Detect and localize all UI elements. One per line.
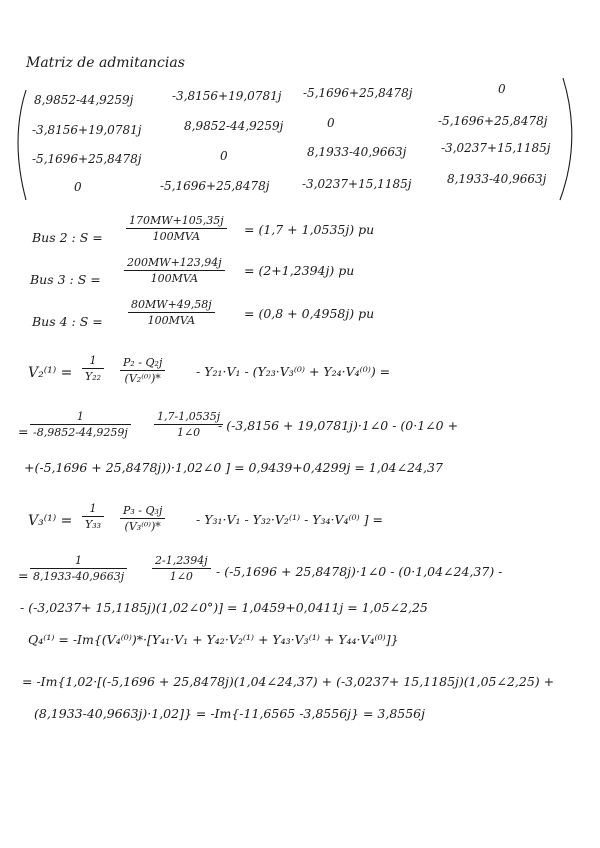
q4-line-2: = -Im{1,02·[(-5,1696 + 25,8478j)(1,04∠24,37) + (-3,0237+ 15,1185j)(1,05∠2,25) +	[22, 674, 555, 689]
matrix-cell-1-4: 0	[498, 82, 506, 96]
bus-2-fraction	[126, 214, 227, 243]
bus-3-result: = (2+1,2394j) pu	[244, 263, 355, 278]
fraction-bar	[154, 424, 223, 425]
v2-sub-power-num: 1,7-1,0535j	[157, 410, 221, 423]
v3-sub-inverse	[30, 554, 127, 583]
fraction-bar	[120, 370, 165, 371]
v2-sub-rest: - (-3,8156 + 19,0781j)·1∠0 - (0·1∠0 +	[218, 418, 459, 433]
bus-2-result: = (1,7 + 1,0535j) pu	[244, 222, 375, 237]
v2-inverse-y22	[82, 354, 104, 383]
v3-sub-power	[152, 554, 211, 583]
v2-sub-eq: =	[18, 424, 29, 439]
bus-3-label: Bus 3 : S =	[30, 272, 101, 287]
bus-2-numerator: 170MW+105,35j	[129, 214, 224, 227]
bus-4-denominator: 100MVA	[147, 314, 196, 327]
matrix-cell-2-1: -3,8156+19,0781j	[32, 123, 142, 137]
fraction-bar	[124, 270, 225, 271]
matrix-cell-1-1: 8,9852-44,9259j	[34, 93, 134, 107]
v3-y33: Y₃₃	[85, 518, 102, 531]
v2-rest: - Y₂₁·V₁ - (Y₂₃·V₃⁽⁰⁾ + Y₂₄·V₄⁽⁰⁾) =	[196, 364, 391, 379]
matrix-cell-2-4: -5,1696+25,8478j	[438, 114, 548, 128]
v3-result-line: - (-3,0237+ 15,1185j)(1,02∠0°)] = 1,0459+0,0411j = 1,05∠2,25	[20, 600, 428, 615]
v2-result-line: +(-5,1696 + 25,8478j))·1,02∠0 ] = 0,9439+0,4299j = 1,04∠24,37	[24, 460, 443, 475]
q4-line-1: Q₄⁽¹⁾ = -Im{(V₄⁽⁰⁾)*·[Y₄₁·V₁ + Y₄₂·V₂⁽¹⁾ + Y₄₃·V₃⁽¹⁾ + Y₄₄·V₄⁽⁰⁾]}	[28, 632, 399, 647]
bus-3-numerator: 200MW+123,94j	[127, 256, 222, 269]
matrix-left-bracket	[18, 90, 26, 200]
matrix-cell-1-3: -5,1696+25,8478j	[303, 86, 413, 100]
matrix-cell-4-3: -3,0237+15,1185j	[302, 177, 412, 191]
v2-sub-one: 1	[76, 410, 84, 423]
v2-p-minus-qj: P₂ - Q₂j	[123, 356, 163, 369]
v2-sub-power-den: 1∠0	[176, 426, 201, 439]
v3-inverse-y33	[82, 502, 104, 531]
bus-4-fraction	[128, 298, 215, 327]
fraction-bar	[30, 568, 127, 569]
matrix-cell-3-2: 0	[220, 149, 228, 163]
fraction-bar	[128, 312, 215, 313]
v2-one: 1	[89, 354, 97, 367]
v3-power-term	[120, 504, 165, 533]
v3-sub-one: 1	[75, 554, 83, 567]
v3-conj-v: (V₃⁽⁰⁾)*	[124, 520, 161, 533]
matrix-cell-4-1: 0	[74, 180, 82, 194]
v3-rest: - Y₃₁·V₁ - Y₃₂·V₂⁽¹⁾ - Y₃₄·V₄⁽⁰⁾ ] =	[196, 512, 383, 527]
page-title: Matriz de admitancias	[26, 55, 185, 71]
fraction-bar	[30, 424, 131, 425]
v2-y22: Y₂₂	[85, 370, 102, 383]
fraction-bar	[82, 516, 104, 517]
fraction-bar	[82, 368, 104, 369]
v2-sub-y22-value: -8,9852-44,9259j	[33, 426, 128, 439]
v2-sub-power	[154, 410, 223, 439]
v2-power-term	[120, 356, 165, 385]
v3-one: 1	[89, 502, 97, 515]
v3-lhs: V₃⁽¹⁾ =	[28, 513, 73, 529]
matrix-cell-3-1: -5,1696+25,8478j	[32, 152, 142, 166]
q4-line-3: (8,1933-40,9663j)·1,02]} = -Im{-11,6565 -3,8556j} = 3,8556j	[34, 706, 426, 721]
v3-sub-rest: - (-5,1696 + 25,8478j)·1∠0 - (0·1,04∠24,37) -	[216, 564, 503, 579]
bus-3-fraction	[124, 256, 225, 285]
v3-sub-power-num: 2-1,2394j	[155, 554, 208, 567]
matrix-cell-4-2: -5,1696+25,8478j	[160, 179, 270, 193]
matrix-cell-4-4: 8,1933-40,9663j	[447, 172, 547, 186]
v2-sub-inverse	[30, 410, 131, 439]
bus-3-denominator: 100MVA	[150, 272, 199, 285]
matrix-cell-2-3: 0	[327, 116, 335, 130]
v3-p-minus-qj: P₃ - Q₃j	[123, 504, 163, 517]
fraction-bar	[152, 568, 211, 569]
fraction-bar	[126, 228, 227, 229]
v3-sub-eq: =	[18, 568, 29, 583]
bus-2-label: Bus 2 : S =	[32, 230, 103, 245]
bus-4-label: Bus 4 : S =	[32, 314, 103, 329]
matrix-right-bracket	[560, 78, 572, 200]
bus-2-denominator: 100MVA	[152, 230, 201, 243]
bus-4-result: = (0,8 + 0,4958j) pu	[244, 306, 375, 321]
matrix-cell-3-4: -3,0237+15,1185j	[441, 141, 551, 155]
v2-conj-v: (V₂⁽⁰⁾)*	[124, 372, 161, 385]
v2-lhs: V₂⁽¹⁾ =	[28, 365, 73, 381]
v3-sub-power-den: 1∠0	[169, 570, 193, 583]
fraction-bar	[120, 518, 165, 519]
matrix-cell-3-3: 8,1933-40,9663j	[307, 145, 407, 159]
matrix-cell-1-2: -3,8156+19,0781j	[172, 89, 282, 103]
v3-sub-y33-value: 8,1933-40,9663j	[33, 570, 125, 583]
matrix-cell-2-2: 8,9852-44,9259j	[184, 119, 284, 133]
bus-4-numerator: 80MW+49,58j	[131, 298, 212, 311]
